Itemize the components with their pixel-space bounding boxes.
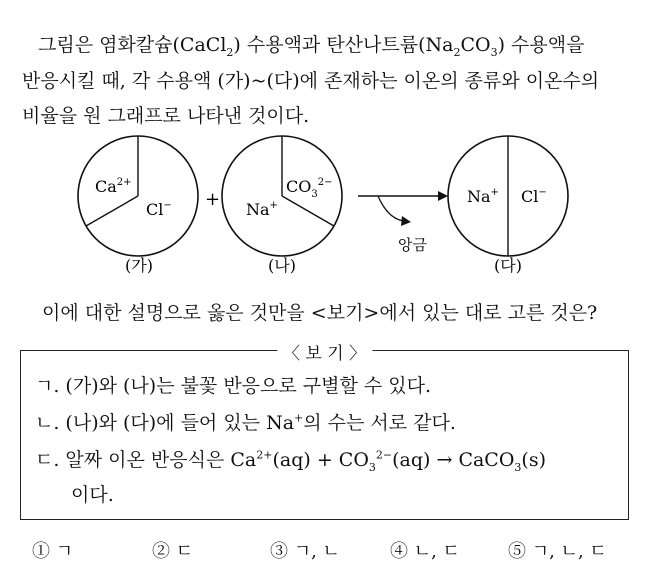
pie-ga: [78, 136, 198, 275]
bogi-item-3[interactable]: ㄷ. 알짜 이온 반응식은 $Ca^{2+}(aq) + CO_3^{2-}(aq)$ → CaCO$_3$(s): [35, 448, 546, 474]
choice-5[interactable]: ⑤ ㄱ, ㄴ, ㄷ: [508, 541, 607, 562]
pie-ga-ion1: $Ca^{2+}$: [95, 177, 132, 196]
pie-na-label: (나): [268, 256, 296, 275]
intro-line-3: 비율을 원 그래프로 나타낸 것이다.: [22, 105, 310, 127]
bogi-item-3-cont: 이다.: [71, 484, 114, 506]
choice-4[interactable]: ④ ㄴ, ㄷ: [390, 541, 460, 562]
bogi-item-1[interactable]: ㄱ. (가)와 (나)는 불꽃 반응으로 구별할 수 있다.: [35, 375, 432, 397]
bogi-title: 〈 보 기 〉: [277, 339, 372, 364]
pie-da-label: (다): [494, 256, 522, 275]
question-text: 이에 대한 설명으로 옳은 것만을 <보기>에서 있는 대로 고른 것은?: [42, 302, 598, 324]
bogi-item-2[interactable]: ㄴ. (나)와 (다)에 들어 있는 Na+의 수는 서로 같다.: [35, 411, 456, 434]
intro-line-1: 그림은 염화칼슘(CaCl$_2$) 수용액과 탄산나트륨$(Na_2CO_3)$ 수용액을: [38, 34, 585, 59]
pie-na: [222, 136, 342, 275]
intro-line-2: 반응시킬 때, 각 수용액 (가)~(다)에 존재하는 이온의 종류와 이온수의: [22, 70, 600, 92]
pie-na-ion1: Na+: [246, 200, 278, 219]
bogi-box: [20, 344, 629, 520]
pie-ga-label: (가): [125, 256, 153, 275]
pie-da-ion2: Cl−: [521, 187, 547, 206]
reaction-arrow: [358, 191, 448, 254]
choice-1[interactable]: ① ㄱ: [32, 541, 74, 562]
choice-2[interactable]: ② ㄷ: [152, 541, 194, 562]
precipitate-label: 앙금: [398, 236, 427, 254]
pie-na-ion2: $CO_3^{2-}$: [286, 177, 333, 200]
pie-ga-ion2: Cl−: [146, 200, 172, 219]
pie-da: [448, 136, 568, 275]
pie-da-ion1: Na+: [467, 187, 499, 206]
ion-pie-figure: [0, 135, 647, 285]
choice-3[interactable]: ③ ㄱ, ㄴ: [270, 541, 340, 562]
plus-sign: +: [205, 189, 221, 210]
